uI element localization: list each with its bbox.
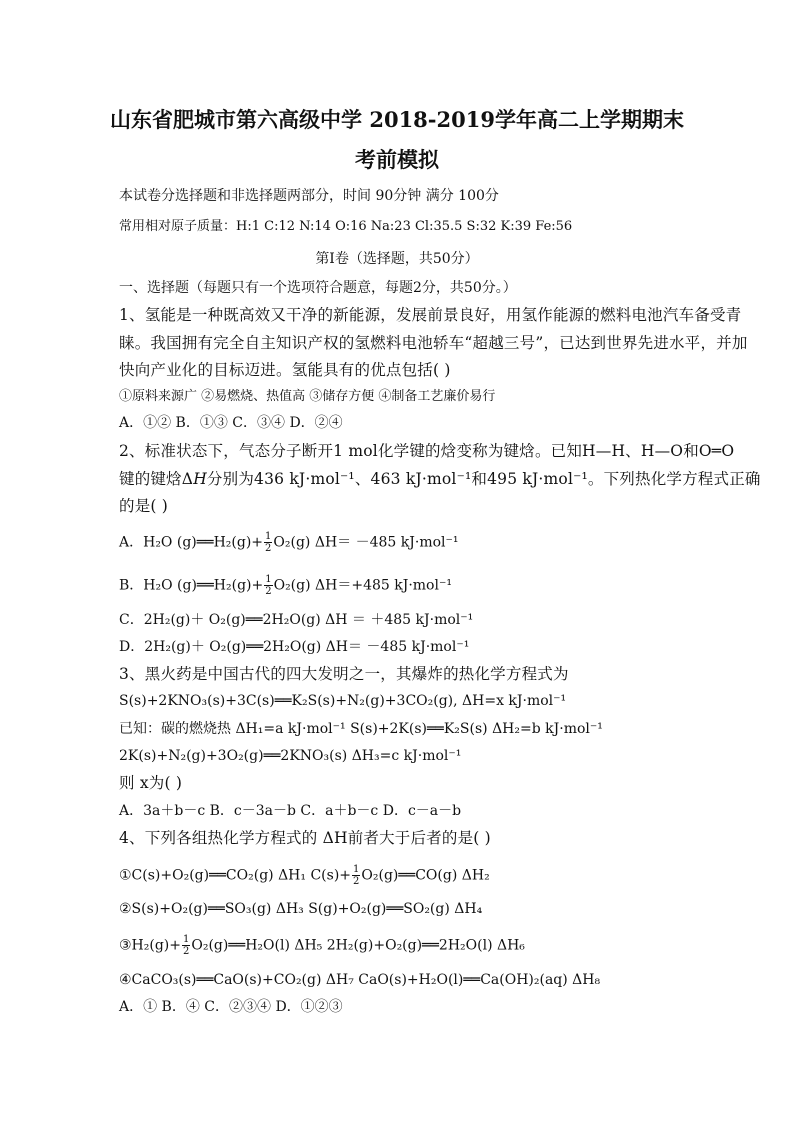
fraction-denominator: 2 [265, 543, 272, 554]
q2-line-3: 的是( ) [119, 497, 169, 515]
q2-line-1: 2、标准状态下，气态分子断开1 mol化学键的焓变称为键焓。已知H—H、H—O和O═O [119, 442, 735, 460]
q3-line-1: 3、黑火药是中国古代的四大发明之一，其爆炸的热化学方程式为 [119, 665, 569, 683]
fraction-numerator: 1 [353, 864, 360, 875]
q3-line-2: S(s)+2KNO₃(s)+3C(s)══K₂S(s)+N₂(g)+3CO₂(g), ΔH=x kJ·mol⁻¹ [119, 693, 567, 709]
q4-options: A．① B．④ C．②③④ D．①②③ [119, 999, 343, 1015]
fraction-half [182, 934, 190, 957]
q2-option-a [119, 531, 459, 554]
fraction-half [352, 864, 360, 887]
section-title: 第Ⅰ卷（选择题，共50分） [315, 251, 479, 267]
fraction-half [264, 531, 272, 554]
q1-line-2: 睐。我国拥有完全自主知识产权的氢燃料电池轿车“超越三号”，已达到世界先进水平，并加 [119, 334, 748, 352]
q4-line-1: 4、下列各组热化学方程式的 ΔH前者大于后者的是( ) [119, 829, 491, 847]
q4-row-4: ④CaCO₃(s)══CaO(s)+CO₂(g) ΔH₇ CaO(s)+H₂O(l)══Ca(OH)₂(aq) ΔH₈ [119, 972, 601, 988]
q2-option-d: D．2H₂(g)＋ O₂(g)══2H₂O(g) ΔH＝ －485 kJ·mol⁻¹ [119, 639, 470, 655]
q3-line-5: 则 x为( ) [119, 774, 183, 792]
q2-line-2 [119, 470, 761, 488]
exam-info-atomic-mass: 常用相对原子质量：H:1 C:12 N:14 O:16 Na:23 Cl:35.5 S:32 K:39 Fe:56 [119, 219, 573, 234]
q4-row-3 [119, 934, 525, 957]
fraction-numerator: 1 [265, 531, 272, 542]
part-heading: 一、选择题（每题只有一个选项符合题意，每题2分，共50分。） [119, 280, 517, 296]
q4-row-1-post: O₂(g)══CO(g) ΔH₂ [361, 867, 490, 884]
q4-row-3-post: O₂(g)══H₂O(l) ΔH₅ 2H₂(g)+O₂(g)══2H₂O(l) ΔH₆ [191, 937, 525, 954]
q4-row-1-pre: ①C(s)+O₂(g)══CO₂(g) ΔH₁ C(s)+ [119, 867, 352, 884]
fraction-half [264, 574, 272, 597]
q3-options: A．3a＋b－c B．c－3a－b C．a＋b－c D．c－a－b [119, 803, 462, 819]
q1-line-3: 快向产业化的目标迈进。氢能具有的优点包括( ) [119, 361, 451, 379]
q2-option-b-pre: B．H₂O (g)══H₂(g)+ [119, 577, 264, 594]
q2-line-2-b: 分别为436 kJ·mol⁻¹、463 kJ·mol⁻¹和495 kJ·mol⁻¹。下列热化学方程式正确 [206, 470, 761, 488]
fraction-denominator: 2 [265, 586, 272, 597]
q2-line-2-h: H [193, 470, 207, 488]
q1-line-1: 1、氢能是一种既高效又干净的新能源，发展前景良好，用氢作能源的燃料电池汽车备受青 [119, 306, 742, 324]
q2-option-b-post: O₂(g) ΔH＝+485 kJ·mol⁻¹ [273, 577, 452, 594]
q2-option-a-post: O₂(g) ΔH＝ －485 kJ·mol⁻¹ [273, 534, 459, 551]
q2-option-c: C．2H₂(g)＋ O₂(g)══2H₂O(g) ΔH ＝ ＋485 kJ·mol⁻¹ [119, 612, 474, 628]
fraction-numerator: 1 [265, 574, 272, 585]
q2-option-a-pre: A．H₂O (g)══H₂(g)+ [119, 534, 264, 551]
q4-row-1 [119, 864, 490, 887]
q1-options: A．①② B．①③ C．③④ D．②④ [119, 415, 343, 431]
fraction-denominator: 2 [183, 946, 190, 957]
q1-items: ①原料来源广 ②易燃烧、热值高 ③储存方便 ④制备工艺廉价易行 [119, 389, 496, 404]
q2-line-2-a: 键的键焓Δ [119, 470, 194, 488]
q3-line-4: 2K(s)+N₂(g)+3O₂(g)══2KNO₃(s) ΔH₃=c kJ·mol⁻¹ [119, 748, 462, 764]
q4-row-2: ②S(s)+O₂(g)══SO₃(g) ΔH₃ S(g)+O₂(g)══SO₂(g) ΔH₄ [119, 901, 483, 917]
exam-info-time: 本试卷分选择题和非选择题两部分，时间 90分钟 满分 100分 [119, 188, 499, 204]
fraction-numerator: 1 [183, 934, 190, 945]
q4-row-3-pre: ③H₂(g)+ [119, 937, 181, 954]
title-line-2: 考前模拟 [355, 147, 439, 172]
q3-line-3: 已知：碳的燃烧热 ΔH₁=a kJ·mol⁻¹ S(s)+2K(s)══K₂S(s) ΔH₂=b kJ·mol⁻¹ [119, 721, 603, 737]
title-line-1: 山东省肥城市第六高级中学 2018-2019学年高二上学期期末 [110, 107, 684, 132]
fraction-denominator: 2 [353, 876, 360, 887]
q2-option-b [119, 574, 452, 597]
